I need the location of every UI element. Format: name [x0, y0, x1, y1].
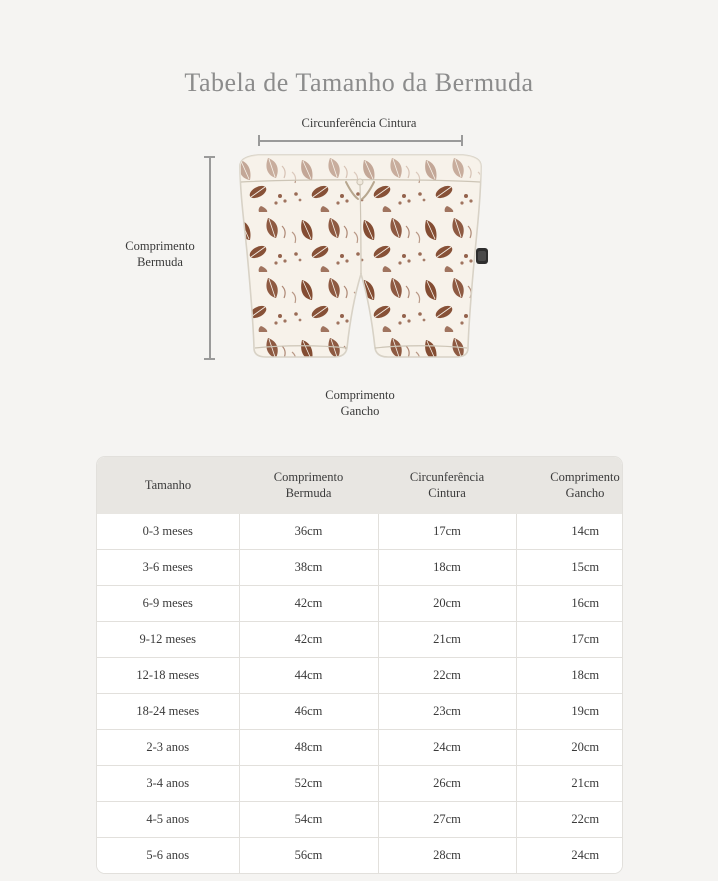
cell-comprimento-gancho: 19cm: [516, 694, 622, 730]
cell-circunferencia-cintura: 17cm: [378, 514, 516, 550]
waist-measure-cap-right: [461, 135, 463, 146]
table-header-tamanho-line1: Tamanho: [144, 477, 192, 492]
cell-circunferencia-cintura: 20cm: [378, 586, 516, 622]
waist-measure-cap-left: [258, 135, 260, 146]
cell-comprimento-gancho: 15cm: [516, 550, 622, 586]
cell-circunferencia-cintura: 26cm: [378, 766, 516, 802]
hook-measure-label-line1: Comprimento: [325, 388, 395, 402]
cell-comprimento-gancho: 17cm: [516, 622, 622, 658]
length-measure-line: [209, 156, 211, 359]
cell-comprimento-bermuda: 36cm: [239, 514, 378, 550]
size-table-area: [97, 457, 622, 873]
table-row: [97, 766, 622, 802]
cell-comprimento-bermuda: 44cm: [239, 658, 378, 694]
cell-comprimento-bermuda: 56cm: [239, 838, 378, 874]
page-title: Tabela de Tamanho da Bermuda: [184, 68, 534, 97]
shorts-illustration: [228, 152, 493, 364]
cell-tamanho: 2-3 anos: [97, 730, 239, 766]
cell-tamanho: 4-5 anos: [97, 802, 239, 838]
cell-circunferencia-cintura: 22cm: [378, 658, 516, 694]
table-header-comprimento-bermuda-line2: Bermuda: [285, 485, 332, 500]
measurement-diagram: [0, 116, 718, 436]
cell-comprimento-gancho: 20cm: [516, 730, 622, 766]
length-measure-label: [85, 239, 235, 270]
cell-comprimento-gancho: 21cm: [516, 766, 622, 802]
hook-measure-label-line2: Gancho: [340, 403, 380, 418]
table-header-comprimento-gancho: [516, 457, 622, 514]
cell-circunferencia-cintura: 24cm: [378, 730, 516, 766]
cell-comprimento-bermuda: 52cm: [239, 766, 378, 802]
cell-circunferencia-cintura: 18cm: [378, 550, 516, 586]
table-header-row: [97, 457, 622, 514]
table-header-circunferencia-cintura: [378, 457, 516, 514]
length-measure-label-line1: Comprimento: [125, 239, 195, 253]
cell-circunferencia-cintura: 27cm: [378, 802, 516, 838]
cell-tamanho: 12-18 meses: [97, 658, 239, 694]
table-header-circunferencia-cintura-line1: Circunferência: [409, 470, 485, 484]
table-header-comprimento-bermuda-line1: Comprimento: [273, 470, 344, 484]
table-row: [97, 694, 622, 730]
waist-measure-label: Circunferência Cintura: [301, 116, 417, 130]
table-header-comprimento-gancho-line1: Comprimento: [550, 470, 620, 484]
cell-comprimento-bermuda: 42cm: [239, 622, 378, 658]
cell-circunferencia-cintura: 21cm: [378, 622, 516, 658]
cell-comprimento-gancho: 22cm: [516, 802, 622, 838]
cell-comprimento-gancho: 18cm: [516, 658, 622, 694]
cell-tamanho: 18-24 meses: [97, 694, 239, 730]
table-row: [97, 730, 622, 766]
table-header-circunferencia-cintura-line2: Cintura: [428, 485, 466, 500]
cell-comprimento-gancho: 16cm: [516, 586, 622, 622]
cell-tamanho: 0-3 meses: [97, 514, 239, 550]
table-body: [97, 514, 622, 873]
length-measure-cap-top: [204, 156, 215, 158]
cell-comprimento-bermuda: 42cm: [239, 586, 378, 622]
table-row: [97, 802, 622, 838]
table-row: [97, 514, 622, 550]
cell-tamanho: 6-9 meses: [97, 586, 239, 622]
size-table: [97, 457, 622, 873]
table-row: [97, 658, 622, 694]
table-row: [97, 838, 622, 874]
cell-comprimento-gancho: 14cm: [516, 514, 622, 550]
waist-measure-line: [258, 140, 463, 142]
cell-circunferencia-cintura: 28cm: [378, 838, 516, 874]
cell-tamanho: 3-6 meses: [97, 550, 239, 586]
table-row: [97, 586, 622, 622]
length-measure-cap-bottom: [204, 358, 215, 360]
cell-circunferencia-cintura: 23cm: [378, 694, 516, 730]
cell-comprimento-bermuda: 54cm: [239, 802, 378, 838]
table-header-comprimento-gancho-line2: Gancho: [565, 485, 605, 500]
cell-tamanho: 3-4 anos: [97, 766, 239, 802]
table-header-tamanho: [97, 457, 239, 514]
cell-tamanho: 9-12 meses: [97, 622, 239, 658]
table-row: [97, 550, 622, 586]
cell-comprimento-gancho: 24cm: [516, 838, 622, 874]
hook-measure-label: [265, 388, 455, 419]
cell-comprimento-bermuda: 48cm: [239, 730, 378, 766]
cell-comprimento-bermuda: 46cm: [239, 694, 378, 730]
cell-tamanho: 5-6 anos: [97, 838, 239, 874]
length-measure-label-line2: Bermuda: [137, 254, 183, 269]
table-row: [97, 622, 622, 658]
cell-comprimento-bermuda: 38cm: [239, 550, 378, 586]
table-header-comprimento-bermuda: [239, 457, 378, 514]
